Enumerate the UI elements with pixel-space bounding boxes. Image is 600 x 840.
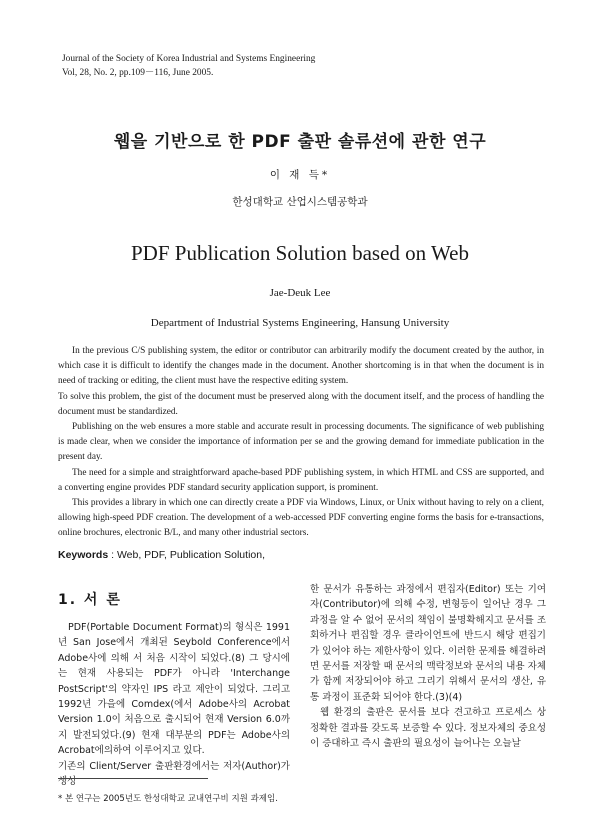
korean-author: 이 재 득* — [269, 169, 331, 181]
body-paragraph: 한 문서가 유통하는 과정에서 편집자(Editor) 또는 기여자(Contributor)에 의해 수정, 변형등이 일어난 경우 그 과정을 알 수 없어 문서의 책임이 불명확해지고 문서를 조회하거나 편집할 경우 클라이언트에 반드시 해당 편집기가 있어야 하는 제한사항이 있다. 이러한 문제를 해결하려면 문서를 저장할 때 문서의 맥락정보와 문서의 내용 자체가 함께 저장되어야 하고 그리기 위해서 문서의 생산, 유통 과정이 표준화 되어야 한다.(3)(4) — [310, 584, 546, 703]
body-paragraph: 기존의 Client/Server 출판환경에서는 저자(Author)가 생성 — [58, 760, 290, 788]
body-paragraph: PDF(Portable Document Format)의 형식은 1991년 San Jose에서 개최된 Seybold Conference에서 Adobe사에 의해 서 처음 시작이 되었다.(8) 그 당시에는 현재 사용되는 PDF가 아니라 'Interchange PostScript'의 약자인 IPS 라고 제안이 되었다. 그리고 1992년 가을에 Comdex(에서 Adobe사의 Acrobat Version 1.0이 처음으로 출시되어 현재 Version 6.0까지 발전되었다.(9) 현재 대부분의 PDF는 Adobe사의 Acrobat에의하여 이루어지고 있다. — [58, 622, 290, 757]
abstract — [58, 344, 544, 542]
korean-affiliation: 한성대학교 산업시스템공학과 — [232, 196, 368, 208]
abstract-paragraph: In the previous C/S publishing system, the editor or contributor can arbitrarily modify the document created by the author, in which case it is difficult to identify the changes made in the document. Another shortcoming is in that when the document is in need of tracking or editing, the client must have the respective editing system. — [58, 346, 544, 387]
journal-name: Journal of the Society of Korea Industrial and Systems Engineering — [62, 54, 316, 64]
journal-header — [62, 52, 315, 80]
korean-title: 웹을 기반으로 한 PDF 출판 솔류션에 관한 연구 — [113, 132, 487, 152]
body-paragraph: 웹 환경의 출판은 문서를 보다 견고하고 프로세스 상 정확한 결과를 갖도록 보증할 수 있다. 정보자체의 중요성이 증대하고 즉시 출판의 필요성이 늘어나는 오늘날 — [310, 707, 546, 750]
abstract-paragraph: The need for a simple and straightforward apache-based PDF publishing system, in which HTML and CSS are supported, and a converting engine provides PDF standard security application support, is prominent. — [58, 467, 544, 493]
footnote: * 본 연구는 2005년도 한성대학교 교내연구비 지원 과제임. — [58, 794, 278, 804]
section-title: 1. 서 론 — [58, 592, 122, 608]
english-affiliation: Department of Industrial Systems Engineering, Hansung University — [150, 317, 450, 329]
journal-volume: Vol, 28, No. 2, pp.109－116, June 2005. — [62, 68, 214, 78]
keywords — [58, 549, 265, 561]
abstract-paragraph: To solve this problem, the gist of the document must be preserved along with the document itself, and the process of handling the document must be standardized. — [58, 391, 544, 417]
abstract-paragraph: Publishing on the web ensures a more stable and accurate result in processing documents. The significance of web publishing is made clear, when we consider the importance of information per se and the growing demand for immediate publication in the present day. — [58, 422, 544, 463]
abstract-paragraph: This provides a library in which one can directly create a PDF via Windows, Linux, or Unix without having to rely on a client, allowing high-speed PDF creation. The development of a web-accessed PDF converting engine forms the basis for e-transactions, online brochures, electronic B/L, and many other industrial sectors. — [58, 498, 544, 539]
keywords-label: Keywords — [58, 549, 109, 561]
keywords-value: : Web, PDF, Publication Solution, — [111, 549, 265, 561]
footnote-rule — [58, 778, 208, 779]
body-column-left — [58, 620, 290, 789]
body-column-right — [310, 582, 546, 751]
english-title: PDF Publication Solution based on Web — [130, 241, 469, 265]
english-author: Jae-Deuk Lee — [269, 287, 331, 299]
